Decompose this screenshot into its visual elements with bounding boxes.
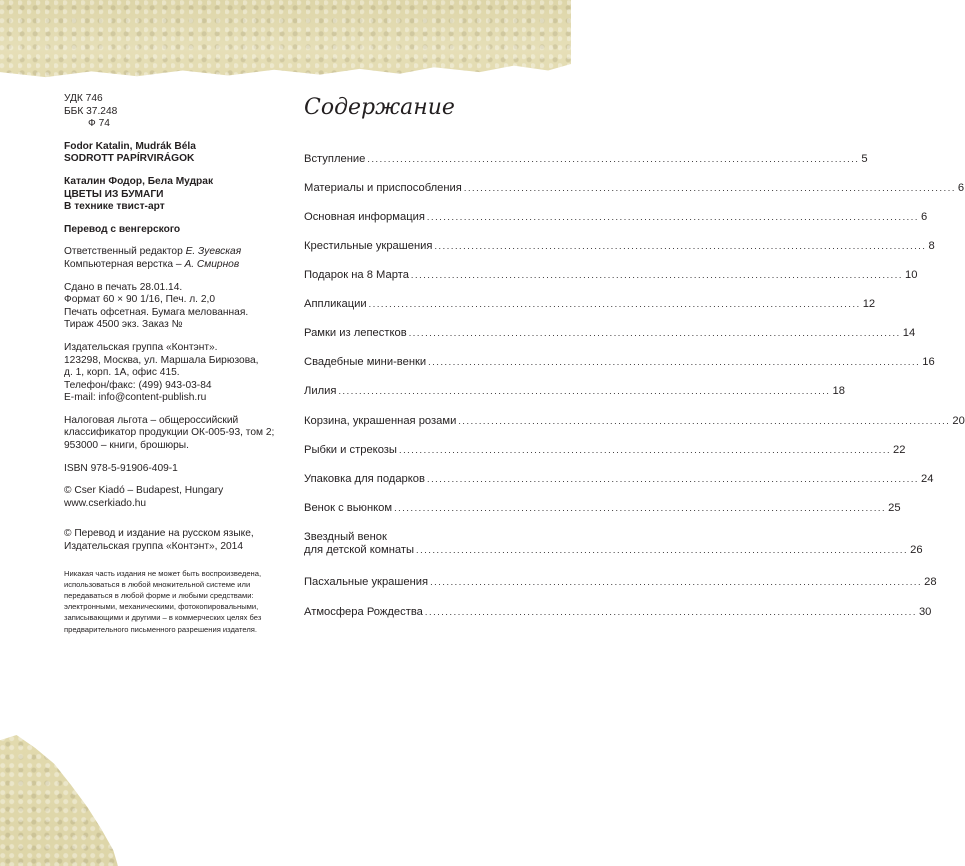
publisher-block: [64, 342, 296, 405]
torn-paper-bottom-decoration: [0, 735, 118, 866]
toc-item-label: Свадебные мини-венки: [304, 356, 427, 368]
translation-text: Перевод с венгерского: [64, 223, 181, 235]
publisher-line: E-mail: info@content-publish.ru: [64, 392, 207, 404]
toc-page-number: 28: [924, 576, 937, 588]
toc-page-number: 12: [862, 298, 876, 310]
toc-item-label: Крестильные украшения: [304, 240, 433, 252]
copyright-translation-block: [64, 528, 296, 553]
original-title: SODROTT PAPÍRVIRÁGOK: [64, 153, 195, 165]
toc-item: [304, 298, 876, 311]
toc-row: [304, 298, 876, 311]
toc-leader-dots: ........................................................................................................................: [428, 357, 921, 367]
toc-row: [304, 269, 918, 282]
tax-line: классификатор продукции ОК-005-93, том 2;: [64, 427, 275, 439]
toc-item-label: Венок с вьюнком: [304, 502, 393, 514]
toc-page-number: 8: [928, 240, 935, 252]
toc-page-number: 26: [910, 544, 923, 556]
russian-authors: Каталин Фодор, Бела Мудрак: [64, 175, 214, 187]
legal-line: использоваться в любой множительной системе или: [64, 579, 251, 589]
toc-item: [304, 153, 868, 166]
udk-code: УДК 746: [64, 93, 103, 104]
legal-notice: [64, 568, 296, 635]
toc-page-number: 6: [957, 182, 965, 194]
toc-row: [304, 576, 937, 589]
toc-row: [304, 385, 845, 398]
legal-line: Никакая часть издания не может быть воспроизведена,: [64, 568, 262, 578]
toc-row: [304, 415, 965, 428]
copyright-line: Издательская группа «Контэнт», 2014: [64, 541, 244, 553]
publisher-line: Телефон/факс: (499) 943-03-84: [64, 379, 212, 391]
toc-page-number: 22: [893, 444, 906, 456]
toc-item-label: Атмосфера Рождества: [304, 606, 423, 618]
toc-item: [304, 502, 901, 515]
legal-line: записывающими и другими – в коммерческих целях без: [64, 613, 262, 623]
classification-block: [64, 93, 296, 131]
toc-item: [304, 240, 935, 253]
toc-leader-dots: ........................................................................................................................: [368, 299, 861, 309]
copyright-line: © Cser Kiadó – Budapest, Hungary: [64, 485, 224, 497]
toc-item: [304, 385, 845, 398]
toc-row: [304, 182, 965, 195]
toc-row: [304, 153, 868, 166]
torn-paper-top-decoration: [0, 0, 571, 82]
toc-leader-dots: ........................................................................................................................: [398, 445, 892, 455]
toc-page-number: 18: [832, 385, 845, 397]
toc-page-number: 16: [922, 356, 935, 368]
author-mark: Ф 74: [88, 118, 110, 130]
toc-leader-dots: ........................................................................................................................: [426, 474, 920, 484]
toc-leader-dots: ........................................................................................................................: [463, 183, 956, 193]
toc-leader-dots: ........................................................................................................................: [338, 386, 831, 396]
toc-leader-dots: ........................................................................................................................: [430, 577, 923, 587]
toc-item: [304, 415, 965, 428]
tax-block: [64, 415, 296, 453]
tax-line: 953000 – книги, брошюры.: [64, 440, 189, 452]
credits-block: [64, 246, 296, 271]
original-authors: Fodor Katalin, Mudrák Béla: [64, 140, 196, 152]
russian-title: ЦВЕТЫ ИЗ БУМАГИ: [64, 188, 164, 200]
toc-page-number: 24: [921, 473, 934, 485]
editor-label: Ответственный редактор: [64, 246, 186, 258]
publisher-line: Издательская группа «Контэнт».: [64, 341, 218, 353]
toc-row: [304, 544, 923, 557]
toc-title: Содержание: [304, 95, 455, 120]
toc-item: [304, 576, 937, 589]
toc-row: [304, 327, 916, 340]
toc-leader-dots: ........................................................................................................................: [367, 154, 860, 164]
copyright-line: www.cserkiado.hu: [64, 497, 147, 509]
toc-leader-dots: ........................................................................................................................: [410, 270, 903, 280]
toc-leader-dots: ........................................................................................................................: [458, 416, 951, 426]
editor-credit: [64, 246, 296, 259]
toc-row: [304, 240, 935, 253]
toc-item-label: Рыбки и стрекозы: [304, 444, 397, 456]
print-line: Печать офсетная. Бумага мелованная.: [64, 306, 249, 318]
toc-row: [304, 356, 935, 369]
toc-item-label: Пасхальные украшения: [304, 576, 429, 588]
toc-item-label-line: Звездный венок: [304, 531, 387, 543]
toc-page-number: 14: [902, 327, 916, 339]
toc-page-number: 5: [861, 153, 868, 165]
toc-leader-dots: ........................................................................................................................: [434, 241, 927, 251]
toc-item: [304, 606, 932, 619]
toc-item: [304, 269, 918, 282]
toc-page-number: 6: [920, 211, 928, 223]
toc-item-label: Материалы и приспособления: [304, 182, 462, 194]
print-line: Формат 60 × 90 1/16, Печ. л. 2,0: [64, 294, 215, 306]
toc-item-label: Рамки из лепестков: [304, 327, 407, 339]
toc-item-label: для детской комнаты: [304, 544, 415, 556]
toc-leader-dots: ........................................................................................................................: [426, 212, 919, 222]
print-line: Тираж 4500 экз. Заказ №: [64, 319, 183, 331]
editor-name: Е. Зуевская: [185, 246, 242, 258]
toc-row: [304, 606, 932, 619]
toc-item: [304, 356, 935, 369]
bbk-code: ББК 37.248: [64, 105, 118, 117]
toc-leader-dots: ........................................................................................................................: [416, 545, 909, 555]
toc-row: [304, 473, 934, 486]
toc-item-label: Лилия: [304, 385, 337, 397]
toc-item-label: Вступление: [304, 153, 366, 165]
toc-leader-dots: ........................................................................................................................: [408, 328, 901, 338]
isbn: ISBN 978-5-91906-409-1: [64, 462, 178, 474]
toc-item: [304, 473, 934, 486]
toc-page-number: 30: [918, 606, 932, 618]
print-details-block: [64, 282, 296, 332]
print-line: Сдано в печать 28.01.14.: [64, 281, 183, 293]
russian-edition-block: [64, 176, 296, 214]
layout-label: Компьютерная верстка –: [64, 258, 185, 270]
toc-item: [304, 444, 906, 457]
toc-item: [304, 327, 916, 340]
toc-item: [304, 211, 928, 224]
toc-item-label: Подарок на 8 Марта: [304, 269, 409, 281]
russian-subtitle: В технике твист-арт: [64, 201, 165, 213]
publisher-line: 123298, Москва, ул. Маршала Бирюзова,: [64, 354, 259, 366]
toc-row: [304, 502, 901, 515]
layout-credit: [64, 259, 296, 272]
toc-item: [304, 182, 965, 195]
toc-item-label: Аппликации: [304, 298, 367, 310]
toc-item-label: Основная информация: [304, 211, 425, 223]
copyright-original-block: [64, 485, 296, 510]
toc-page-number: 25: [888, 502, 901, 514]
isbn-block: [64, 463, 296, 476]
imprint-column: [64, 93, 296, 635]
tax-line: Налоговая льгота – общероссийский: [64, 414, 239, 426]
toc-page-number: 10: [904, 269, 918, 281]
table-of-contents: [304, 93, 965, 618]
legal-line: предварительного письменного разрешения издателя.: [64, 624, 257, 634]
original-edition-block: [64, 141, 296, 166]
toc-leader-dots: ........................................................................................................................: [394, 503, 887, 513]
toc-row: [304, 444, 906, 457]
copyright-line: © Перевод и издание на русском языке,: [64, 528, 254, 540]
toc-item: [304, 531, 923, 557]
toc-item-label: Корзина, украшенная розами: [304, 415, 457, 427]
toc-page-number: 20: [952, 415, 965, 427]
layout-name: А. Смирнов: [184, 258, 240, 270]
legal-line: электронными, механическими, фотокопировальными,: [64, 602, 259, 612]
publisher-line: д. 1, корп. 1А, офис 415.: [64, 367, 180, 379]
translation-note: [64, 224, 296, 237]
legal-line: передаваться в любой форме и любыми средствами:: [64, 591, 254, 601]
toc-leader-dots: ........................................................................................................................: [424, 607, 917, 617]
toc-item-label: Упаковка для подарков: [304, 473, 425, 485]
toc-row: [304, 211, 928, 224]
